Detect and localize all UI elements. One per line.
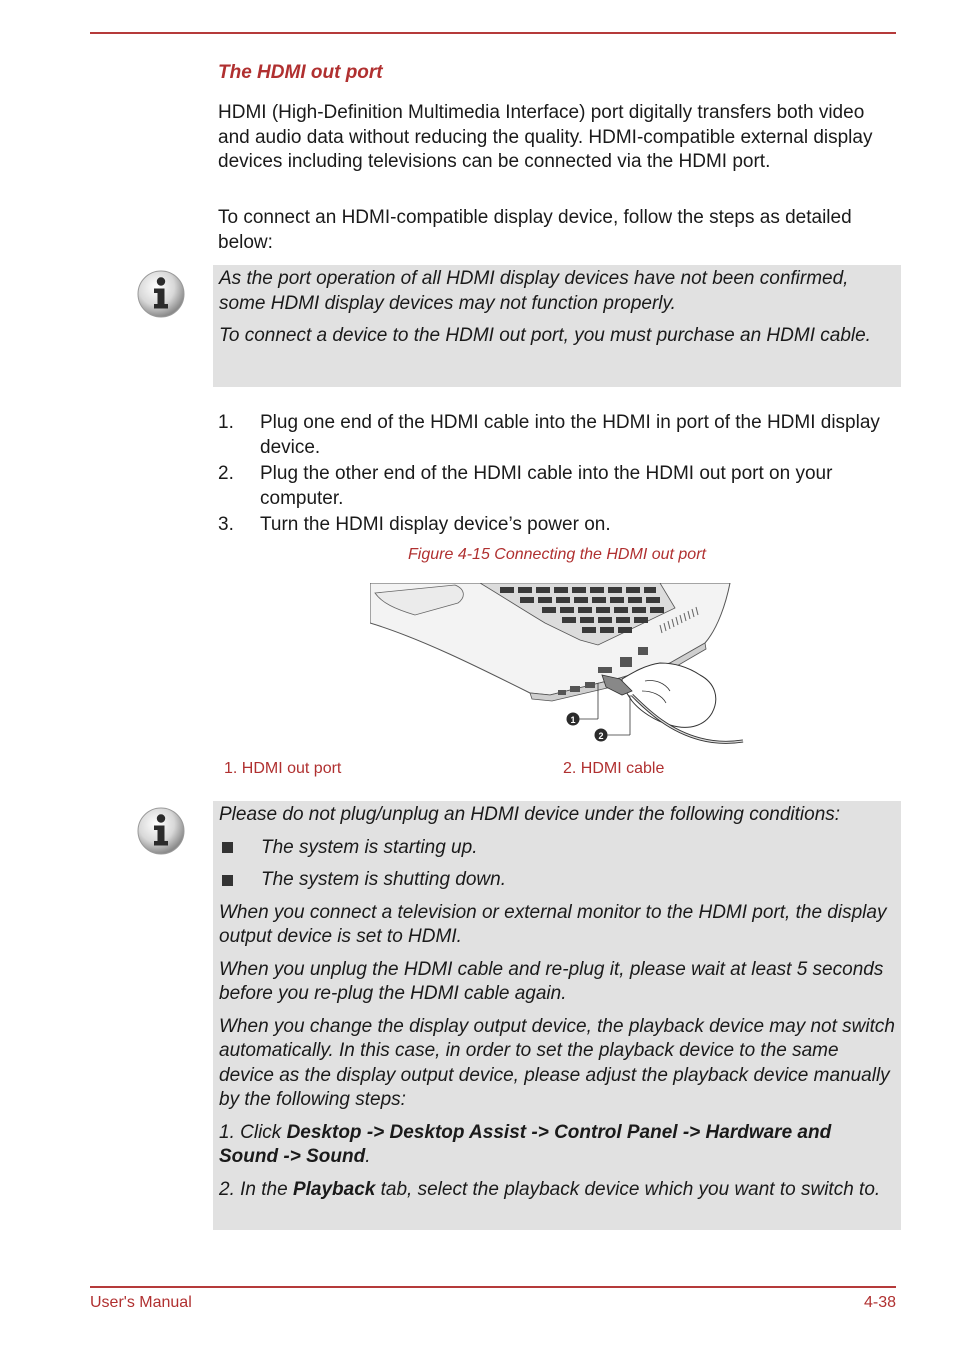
note-text: When you connect a television or external monitor to the HDMI port, the display output device is set to HDMI.	[219, 901, 887, 947]
info-icon	[136, 269, 186, 319]
bullet-square-icon	[222, 842, 233, 853]
bullet-text: The system is shutting down.	[261, 869, 506, 890]
list-item	[218, 411, 898, 460]
step-suffix: tab, select the playback device which you want to switch to.	[375, 1178, 881, 1200]
list-item	[219, 868, 895, 893]
step-prefix: 1. Click	[219, 1121, 287, 1143]
callout-2-label: 2	[598, 731, 604, 741]
step-prefix: 2. In the	[219, 1178, 293, 1200]
figure-legend-hdmi-cable: 2. HDMI cable	[563, 760, 665, 777]
hdmi-connection-illustration	[370, 583, 745, 748]
step-suffix: .	[365, 1146, 371, 1167]
info-icon	[136, 806, 186, 856]
step-text: Plug one end of the HDMI cable into the HDMI in port of the HDMI display device.	[260, 412, 880, 458]
step-text: Turn the HDMI display device’s power on.	[260, 514, 611, 535]
note-box-hdmi-compatibility	[213, 265, 901, 387]
figure-caption: Figure 4-15 Connecting the HDMI out port	[408, 546, 706, 563]
intro-paragraph-2: To connect an HDMI-compatible display device, follow the steps as detailed below:	[218, 207, 852, 253]
note-box-plug-conditions	[213, 801, 901, 1230]
list-item	[219, 836, 895, 861]
bullet-text: The system is starting up.	[261, 836, 478, 858]
footer-rule	[90, 1286, 896, 1288]
note-step-2	[219, 1178, 895, 1203]
note-step-1	[219, 1121, 895, 1170]
footer-page-number: 4-38	[863, 1294, 896, 1311]
list-item	[218, 513, 898, 538]
header-rule	[90, 32, 896, 34]
intro-paragraph-1: HDMI (High-Definition Multimedia Interface) port digitally transfers both video and audio data without reducing the quality. HDMI-compatible external display devices including televisions can be connected via the HDMI port.	[218, 102, 873, 172]
section-title: The HDMI out port	[218, 62, 383, 83]
note-text: When you unplug the HDMI cable and re-plug it, please wait at least 5 seconds before you re-plug the HDMI cable again.	[219, 958, 884, 1004]
step-number: 2.	[218, 463, 234, 484]
bullet-square-icon	[222, 875, 233, 886]
note-text: To connect a device to the HDMI out port, you must purchase an HDMI cable.	[219, 325, 871, 346]
step-number: 3.	[218, 514, 234, 535]
callout-1	[567, 713, 580, 726]
note-text: As the port operation of all HDMI display devices have not been confirmed, some HDMI display devices may not function properly.	[219, 268, 849, 314]
menu-path: Desktop -> Desktop Assist -> Control Panel -> Hardware and Sound -> Sound	[219, 1121, 832, 1167]
note-text: Please do not plug/unplug an HDMI device under the following conditions:	[219, 804, 841, 825]
list-item	[218, 462, 898, 511]
connection-steps	[218, 411, 898, 540]
callout-2	[595, 729, 608, 742]
tab-name: Playback	[292, 1178, 376, 1200]
figure-legend-hdmi-out-port: 1. HDMI out port	[224, 760, 342, 777]
callout-1-label: 1	[570, 715, 576, 725]
step-number: 1.	[218, 412, 234, 433]
note-text: When you change the display output device, the playback device may not switch automatically. In this case, in order to set the playback device to the same device as the display output device, please adjust the playback device manually by the following steps:	[219, 1015, 895, 1110]
step-text: Plug the other end of the HDMI cable into the HDMI out port on your computer.	[260, 463, 833, 509]
footer-manual-title: User's Manual	[90, 1294, 192, 1311]
